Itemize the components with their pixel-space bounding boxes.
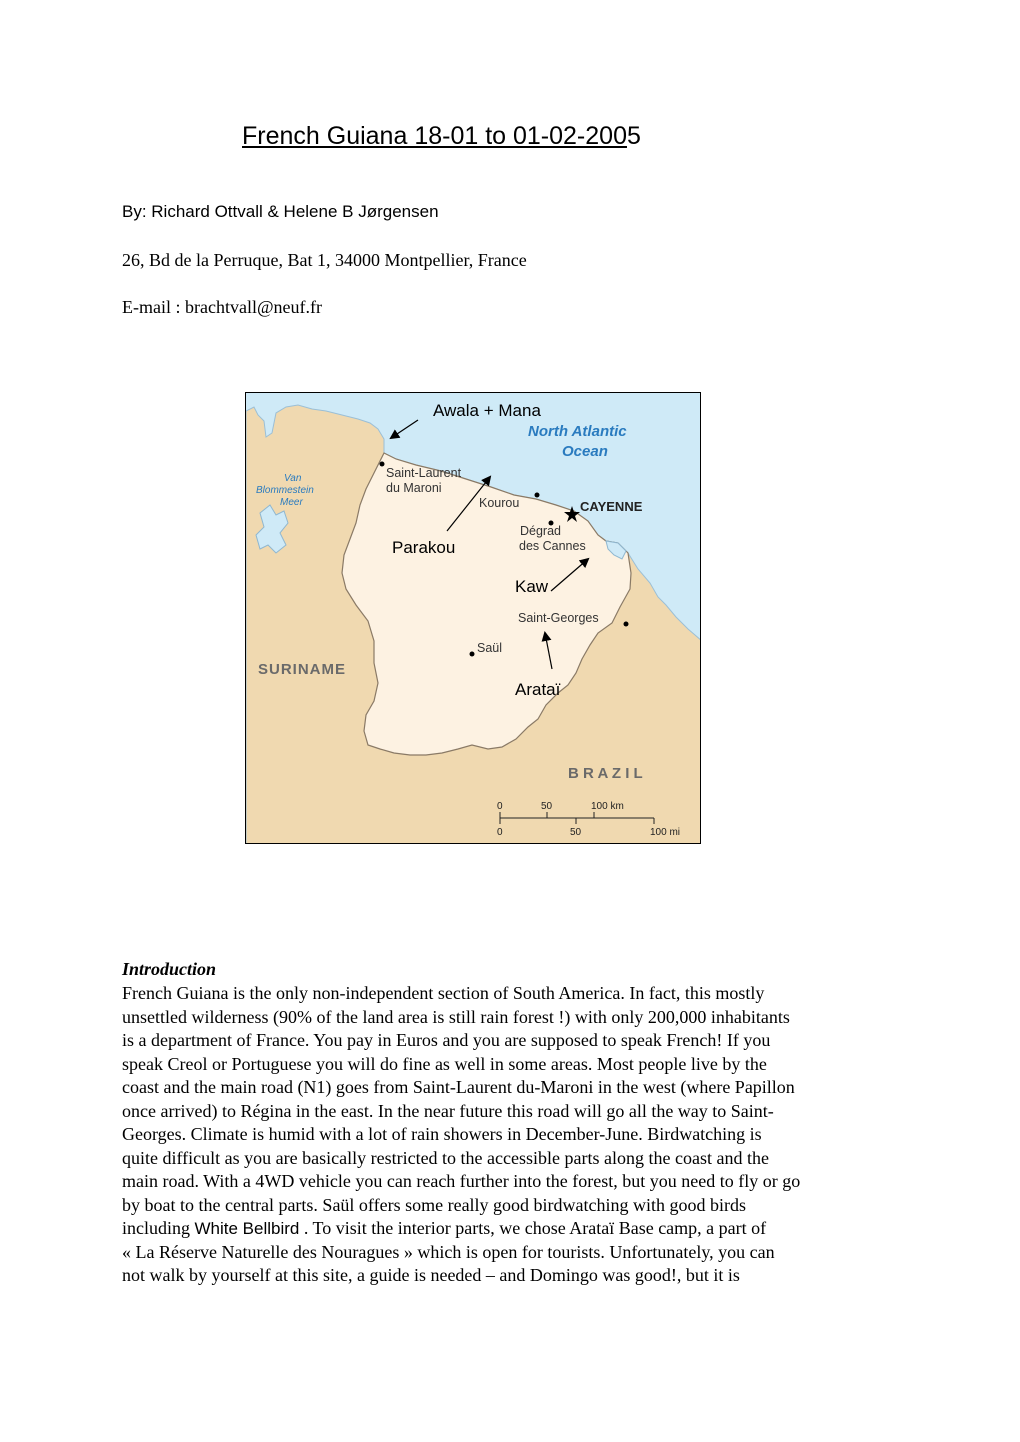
degrad-label-2: des Cannes xyxy=(519,539,586,553)
intro-line-6: once arrived) to Régina in the east. In the near future this road will go all the way to Saint- xyxy=(122,1100,774,1121)
french-guiana-map xyxy=(245,392,701,844)
scale-50-top: 50 xyxy=(541,801,553,812)
intro-line-11-end: . To visit the interior parts, we chose Arataï Base camp, a part of xyxy=(299,1218,767,1238)
scale-100mi: 100 mi xyxy=(650,827,681,838)
intro-line-3: is a department of France. You pay in Euros and you are supposed to speak French! If you xyxy=(122,1030,771,1050)
kourou-dot xyxy=(535,493,540,498)
page-title xyxy=(242,122,641,151)
cayenne-label: CAYENNE xyxy=(580,499,643,514)
kaw-annotation: Kaw xyxy=(515,577,549,596)
saul-label: Saül xyxy=(477,641,503,655)
meer-label: Meer xyxy=(280,497,303,508)
saul-dot xyxy=(470,652,475,657)
intro-line-11-start: including xyxy=(122,1218,195,1238)
aratai-annotation: Arataï xyxy=(515,680,561,699)
intro-line-2: unsettled wilderness (90% of the land area is still rain forest !) with only 200,000 inhabitants xyxy=(122,1006,790,1027)
saint-laurent-dot xyxy=(380,462,385,467)
intro-line-13: not walk by yourself at this site, a guide is needed – and Domingo was good!, but it is xyxy=(122,1265,740,1285)
title-underlined: French Guiana 18-01 to 01-02-200 xyxy=(242,122,627,150)
intro-line-4: speak Creol or Portuguese you will do fine as well in some areas. Most people live by the xyxy=(122,1053,767,1074)
byline: By: Richard Ottvall & Helene B Jørgensen xyxy=(122,202,439,221)
introduction-heading: Introduction xyxy=(122,959,217,979)
introduction-body xyxy=(122,982,912,1288)
scale-0-top: 0 xyxy=(497,801,503,812)
map-svg xyxy=(246,393,701,844)
van-label: Van xyxy=(284,473,302,484)
intro-line-11 xyxy=(122,1217,912,1241)
intro-line-7: Georges. Climate is humid with a lot of rain showers in December-June. Birdwatching is xyxy=(122,1124,762,1144)
scale-100km: 100 km xyxy=(591,801,624,812)
awala-mana-annotation: Awala + Mana xyxy=(433,401,541,420)
saint-laurent-label-2: du Maroni xyxy=(386,481,442,495)
ocean-label: Ocean xyxy=(562,443,608,460)
white-bellbird-species: White Bellbird xyxy=(194,1219,300,1238)
intro-line-1: French Guiana is the only non-independent section of South America. In fact, this mostly xyxy=(122,983,765,1003)
intro-line-9: main road. With a 4WD vehicle you can reach further into the forest, but you need to fly or go xyxy=(122,1171,801,1191)
scale-0-bottom: 0 xyxy=(497,827,503,838)
parakou-annotation: Parakou xyxy=(392,538,456,557)
intro-line-5: coast and the main road (N1) goes from Saint-Laurent du-Maroni in the west (where Papillon xyxy=(122,1077,795,1097)
scale-50-bottom: 50 xyxy=(570,827,582,838)
title-tail: 5 xyxy=(626,122,641,150)
kourou-label: Kourou xyxy=(479,496,520,510)
saint-laurent-label-1: Saint-Laurent xyxy=(386,466,462,480)
email: E-mail : brachtvall@neuf.fr xyxy=(122,297,322,317)
brazil-label: B R A Z I L xyxy=(568,765,643,782)
saint-georges-dot xyxy=(624,622,629,627)
north-atlantic-label: North Atlantic xyxy=(528,423,627,440)
degrad-label-1: Dégrad xyxy=(520,524,561,538)
intro-line-10: by boat to the central parts. Saül offers some really good birdwatching with good birds xyxy=(122,1194,747,1215)
blommestein-label: Blommestein xyxy=(256,485,314,496)
suriname-label: SURINAME xyxy=(258,661,347,678)
intro-line-12: « La Réserve Naturelle des Nouragues » which is open for tourists. Unfortunately, you can xyxy=(122,1241,775,1262)
saint-georges-label: Saint-Georges xyxy=(518,611,599,625)
address: 26, Bd de la Perruque, Bat 1, 34000 Montpellier, France xyxy=(122,250,527,270)
intro-line-8: quite difficult as you are basically restricted to the accessible parts along the coast and the xyxy=(122,1147,769,1168)
